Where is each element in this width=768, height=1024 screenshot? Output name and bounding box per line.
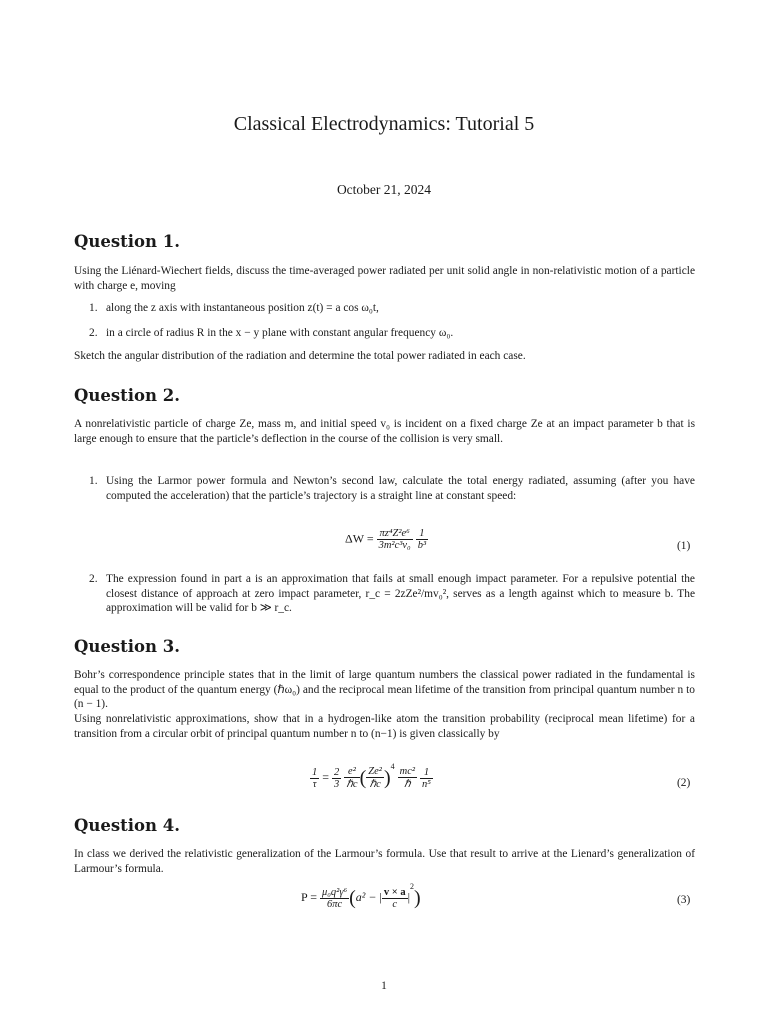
eq-fraction — [310, 767, 319, 790]
numerator: 1 — [420, 767, 433, 779]
denominator: τ — [312, 778, 317, 790]
item-number: 2. — [89, 573, 98, 585]
question-2-heading: Question 2. — [74, 386, 181, 405]
equation-3 — [301, 882, 421, 910]
question-3-heading: Question 3. — [74, 637, 181, 656]
eq-fraction — [332, 767, 341, 790]
eq-fraction — [366, 766, 384, 790]
equation-3-label: (3) — [677, 894, 691, 906]
denominator: n⁵ — [422, 778, 431, 790]
document-date: October 21, 2024 — [336, 182, 432, 197]
right-paren: ) — [383, 766, 391, 789]
item-text: Using the Larmor power formula and Newton’s second law, calculate the total energy radiated, assuming (after you have computed the acceleration) that the particle’s trajectory is a straight line at constant speed: — [106, 475, 695, 502]
item-text: along the z axis with instantaneous position z(t) = a cos ω₀t, — [106, 302, 379, 314]
equation-2-label: (2) — [677, 777, 691, 789]
numerator: μ₀q²γ⁶ — [322, 886, 348, 898]
question-1-outro: Sketch the angular distribution of the radiation and determine the total power radiated in each case. — [74, 350, 526, 362]
denominator: ℏc — [346, 779, 358, 791]
question-4-para: In class we derived the relativistic generalization of the Larmour’s formula. Use that result to arrive at the Lienard’s generalization of Larmour’s formula. — [74, 848, 695, 875]
eq-fraction — [416, 528, 428, 551]
question-2-intro: A nonrelativistic particle of charge Ze, mass m, and initial speed v₀ is incident on a fixed charge Ze at an impact parameter b that is large enough to ensure that the particle’s deflection in the course of the collision is very small. — [74, 418, 695, 445]
numerator: πz⁴Z²e⁶ — [377, 528, 413, 540]
numerator: Ze² — [368, 766, 382, 778]
question-3-para-2: Using nonrelativistic approximations, show that in a hydrogen-like atom the transition probability (reciprocal mean lifetime) for a transition from a circular orbit of principal quantum number n to (n−1) is given classically by — [74, 713, 695, 740]
eq-fraction — [398, 766, 417, 790]
exponent: 4 — [390, 762, 395, 771]
exponent: 2 — [410, 882, 415, 891]
equals-sign: = — [322, 770, 330, 784]
denominator: 6πc — [326, 898, 343, 910]
question-3-para-1: Bohr’s correspondence principle states that in the limit of large quantum numbers the classical power radiated in the fundamental is equal to the product of the quantum energy (ℏω₀) and the reciprocal mean lifetime of the transition from principal quantum number n to (n − 1). — [74, 669, 695, 711]
item-number: 2. — [89, 327, 98, 339]
equation-1-label: (1) — [677, 540, 691, 552]
denominator: ℏ — [403, 779, 411, 791]
numerator: 1 — [312, 766, 318, 778]
question-1-heading: Question 1. — [74, 232, 181, 251]
eq-fraction — [377, 528, 413, 551]
item-text: The expression found in part a is an approximation that fails at small enough impact parameter. For a repulsive potential the closest distance of approach at zero impact parameter, r_c = 2zZe²/mv₀², serves as a length against which to measure b. The approximation will be valid for b ≫ r_c. — [106, 573, 695, 615]
item-text: in a circle of radius R in the x − y plane with constant angular frequency ω₀. — [106, 327, 454, 339]
left-paren: ( — [349, 886, 356, 909]
eq-fraction — [420, 767, 433, 790]
equation-1 — [345, 528, 428, 551]
abs-bar: | — [407, 890, 411, 904]
item-number: 1. — [89, 302, 98, 314]
eq-fraction — [320, 887, 349, 910]
question-1-intro: Using the Liénard-Wiechert fields, discuss the time-averaged power radiated per unit solid angle in non-relativistic motion of a particle with charge e, moving — [74, 265, 695, 292]
eq-term: a² − — [355, 890, 377, 904]
denominator: c — [392, 898, 398, 910]
eq-fraction — [382, 886, 411, 910]
left-paren: ( — [359, 766, 367, 789]
eq-fraction — [344, 766, 359, 790]
page-number: 1 — [381, 980, 387, 992]
numerator: v × a — [383, 886, 406, 898]
numerator: 2 — [334, 766, 340, 778]
item-number: 1. — [89, 475, 98, 487]
right-paren: ) — [414, 886, 421, 909]
question-4-heading: Question 4. — [74, 816, 181, 835]
eq-lhs: ΔW = — [345, 531, 374, 546]
numerator: e² — [344, 766, 359, 778]
abs-bar: | — [379, 890, 382, 904]
denominator: b³ — [417, 540, 427, 551]
denominator: 3m²c³v₀ — [378, 540, 411, 551]
denominator: 3 — [334, 778, 340, 790]
denominator: ℏc — [369, 779, 381, 791]
eq-lhs: P = — [301, 890, 317, 904]
document-title: Classical Electrodynamics: Tutorial 5 — [233, 113, 535, 135]
equation-2 — [310, 762, 433, 790]
numerator: mc² — [399, 766, 416, 778]
numerator: 1 — [416, 528, 428, 540]
